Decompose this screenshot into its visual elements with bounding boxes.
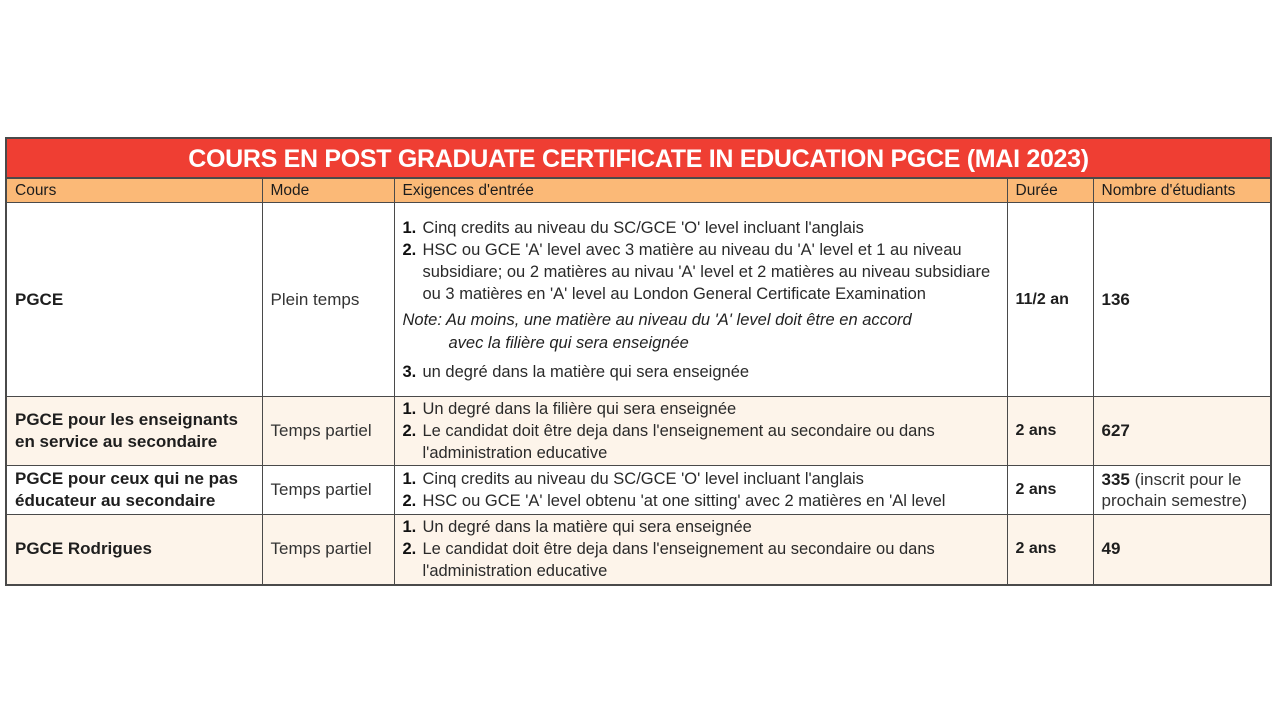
col-header-nombre: Nombre d'étudiants [1093,179,1270,203]
requirements-list [403,516,999,582]
requirement-item: 1. Un degré dans la filière qui sera enseignée [402,400,737,418]
course-mode: Plein temps [262,203,394,397]
requirement-note: Note: Au moins, une matière au niveau du 'A' level doit être en accord avec la filière qui sera enseignée [402,310,912,352]
requirements-list [403,468,999,512]
requirement-item: 2. Le candidat doit être deja dans l'enseignement au secondaire ou dans l'administration educative [402,540,935,581]
table-title: COURS EN POST GRADUATE CERTIFICATE IN EDUCATION PGCE (MAI 2023) [7,139,1270,179]
course-mode: Temps partiel [262,466,394,515]
requirement-item: 2. HSC ou GCE 'A' level obtenu 'at one sitting' avec 2 matières en 'Al level [402,492,946,510]
col-header-duree: Durée [1007,179,1093,203]
course-mode: Temps partiel [262,515,394,584]
course-duration: 2 ans [1007,397,1093,466]
requirements-cell [394,466,1007,515]
requirements-cell [394,515,1007,584]
header-row [7,179,1270,203]
student-count: 136 [1101,289,1130,309]
student-count-cell [1093,515,1270,584]
table-row [7,203,1270,397]
student-count-note: (inscrit pour le prochain semestre) [1101,470,1248,510]
table-row [7,397,1270,466]
requirements-cell [394,397,1007,466]
requirements-cell [394,203,1007,397]
course-duration: 2 ans [1007,515,1093,584]
requirement-item: 2. Le candidat doit être deja dans l'enseignement au secondaire ou dans l'administration educative [402,422,935,462]
course-name: PGCE Rodrigues [7,515,262,584]
col-header-mode: Mode [262,179,394,203]
col-header-exigences: Exigences d'entrée [394,179,1007,203]
course-name: PGCE pour les enseignants en service au secondaire [7,397,262,466]
requirement-item: 2. HSC ou GCE 'A' level avec 3 matière au niveau du 'A' level et 1 au niveau subsidiare; ou 2 matières au nivau 'A' level et 2 matières au niveau subsidiare ou 3 matières en 'A' level au London General Certificate Examination [402,240,991,303]
course-mode: Temps partiel [262,397,394,466]
table-row [7,515,1270,584]
requirement-item: 1. Un degré dans la matière qui sera enseignée [402,518,752,537]
requirement-item: 1. Cinq credits au niveau du SC/GCE 'O' level incluant l'anglais [402,218,864,237]
student-count-cell [1093,397,1270,466]
student-count-cell [1093,466,1270,515]
pgce-table [5,137,1272,586]
course-duration: 2 ans [1007,466,1093,515]
requirements-list [403,217,999,305]
student-count-cell [1093,203,1270,397]
student-count: 627 [1101,421,1130,440]
student-count: 335 [1101,470,1130,489]
requirement-item: 1. Cinq credits au niveau du SC/GCE 'O' level incluant l'anglais [402,470,864,488]
student-count: 49 [1101,539,1121,559]
requirement-item: 3. un degré dans la matière qui sera enseignée [402,362,750,381]
course-name: PGCE [7,203,262,397]
table-row [7,466,1270,515]
course-duration: 11/2 an [1007,203,1093,397]
courses-table [7,179,1270,584]
course-name: PGCE pour ceux qui ne pas éducateur au secondaire [7,466,262,515]
requirements-list [403,398,999,464]
col-header-cours: Cours [7,179,262,203]
requirements-list [403,361,999,383]
